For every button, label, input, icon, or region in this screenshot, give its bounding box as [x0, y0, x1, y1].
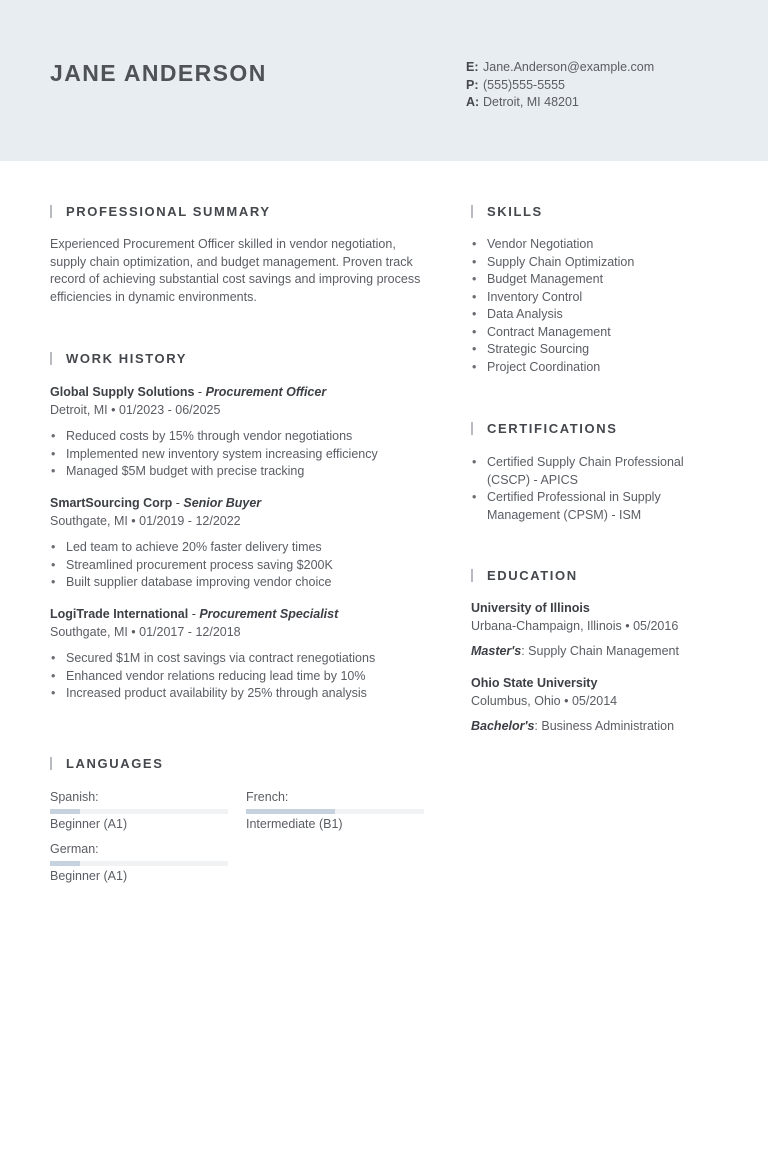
- language-proficiency-bar: [50, 861, 228, 866]
- job-bullet: • Streamlined procurement process saving $200K: [50, 557, 440, 575]
- language-name: French:: [246, 790, 289, 804]
- certification-item: • Certified Professional in Supply Management (CPSM) - ISM: [471, 489, 711, 524]
- job-title-line: [50, 607, 338, 621]
- education-degree: [471, 719, 674, 733]
- contact-email-label: E:: [466, 60, 479, 74]
- skill-item: • Data Analysis: [471, 306, 731, 324]
- education-school: University of Illinois: [471, 601, 590, 615]
- job-company: Global Supply Solutions: [50, 385, 195, 399]
- contact-address-value: Detroit, MI 48201: [483, 95, 579, 109]
- job-title-line: [50, 385, 326, 399]
- education-location-date: Urbana-Champaign, Illinois • 05/2016: [471, 619, 679, 633]
- skills-list: [471, 236, 731, 376]
- job-role: Procurement Officer: [205, 385, 327, 399]
- job-bullet: • Reduced costs by 15% through vendor negotiations: [50, 428, 440, 446]
- skill-item: • Contract Management: [471, 324, 731, 342]
- skill-item: • Strategic Sourcing: [471, 341, 731, 359]
- certification-item: • Certified Supply Chain Professional (CSCP) - APICS: [471, 454, 711, 489]
- contact-phone: [466, 77, 654, 95]
- language-proficiency-fill: [246, 809, 335, 814]
- skill-item: • Inventory Control: [471, 289, 731, 307]
- language-level: Beginner (A1): [50, 817, 128, 831]
- contact-email: [466, 59, 654, 77]
- job-company: LogiTrade International: [50, 607, 189, 621]
- candidate-name: JANE ANDERSON: [50, 60, 267, 86]
- section-title-certifications: CERTIFICATIONS: [471, 421, 618, 436]
- language-proficiency-bar: [246, 809, 424, 814]
- language-item: [50, 841, 228, 885]
- education-degree-field: : Supply Chain Management: [521, 644, 679, 658]
- section-title-work: WORK HISTORY: [50, 351, 187, 366]
- job-location-dates: Southgate, MI • 01/2017 - 12/2018: [50, 625, 241, 639]
- job-bullet: • Implemented new inventory system increasing efficiency: [50, 446, 440, 464]
- job-separator: -: [172, 496, 184, 510]
- job-bullets: [50, 428, 440, 481]
- education-location-date: Columbus, Ohio • 05/2014: [471, 694, 618, 708]
- language-proficiency-fill: [50, 861, 80, 866]
- language-level: Intermediate (B1): [246, 817, 343, 831]
- language-name: Spanish:: [50, 790, 99, 804]
- job-bullet: • Increased product availability by 25% through analysis: [50, 685, 440, 703]
- language-item: [246, 789, 424, 833]
- job-location-dates: Southgate, MI • 01/2019 - 12/2022: [50, 514, 241, 528]
- skill-item: • Project Coordination: [471, 359, 731, 377]
- language-proficiency-fill: [50, 809, 80, 814]
- section-title-education: EDUCATION: [471, 568, 578, 583]
- contact-address: [466, 94, 654, 112]
- job-title-line: [50, 496, 261, 510]
- job-bullet: • Led team to achieve 20% faster delivery times: [50, 539, 440, 557]
- job-bullet: • Secured $1M in cost savings via contract renegotiations: [50, 650, 440, 668]
- contact-info: [466, 59, 654, 112]
- education-degree-type: Bachelor's: [471, 719, 535, 733]
- job-separator: -: [194, 385, 206, 399]
- job-location-dates: Detroit, MI • 01/2023 - 06/2025: [50, 403, 221, 417]
- language-proficiency-bar: [50, 809, 228, 814]
- skill-item: • Budget Management: [471, 271, 731, 289]
- job-bullets: [50, 539, 440, 592]
- language-name: German:: [50, 842, 99, 856]
- job-bullet: • Enhanced vendor relations reducing lead time by 10%: [50, 668, 440, 686]
- contact-phone-label: P:: [466, 77, 479, 92]
- education-degree: [471, 644, 679, 658]
- certifications-list: [471, 454, 711, 524]
- job-separator: -: [188, 607, 200, 621]
- contact-address-label: A:: [466, 95, 480, 109]
- language-level: Beginner (A1): [50, 869, 128, 883]
- job-bullet: • Built supplier database improving vendor choice: [50, 574, 440, 592]
- job-company: SmartSourcing Corp: [50, 496, 173, 510]
- section-title-languages: LANGUAGES: [50, 756, 163, 771]
- header-band: [0, 0, 768, 161]
- job-role: Procurement Specialist: [199, 607, 339, 621]
- education-degree-type: Master's: [471, 644, 522, 658]
- job-bullet: • Managed $5M budget with precise tracking: [50, 463, 440, 481]
- job-bullets: [50, 650, 440, 703]
- education-degree-field: : Business Administration: [534, 719, 675, 733]
- section-title-summary: PROFESSIONAL SUMMARY: [50, 204, 271, 219]
- skill-item: • Supply Chain Optimization: [471, 254, 731, 272]
- contact-phone-value[interactable]: (555)555-5555: [483, 77, 566, 92]
- language-item: [50, 789, 228, 833]
- section-title-skills: SKILLS: [471, 204, 543, 219]
- job-role: Senior Buyer: [183, 496, 262, 510]
- summary-text: Experienced Procurement Officer skilled in vendor negotiation, supply chain optimization, and budget management. Proven track record of achieving substantial cost savings and improving process efficiencies in dynamic environments.: [50, 237, 421, 304]
- skill-item: • Vendor Negotiation: [471, 236, 731, 254]
- education-school: Ohio State University: [471, 676, 598, 690]
- contact-email-value[interactable]: Jane.Anderson@example.com: [483, 60, 655, 74]
